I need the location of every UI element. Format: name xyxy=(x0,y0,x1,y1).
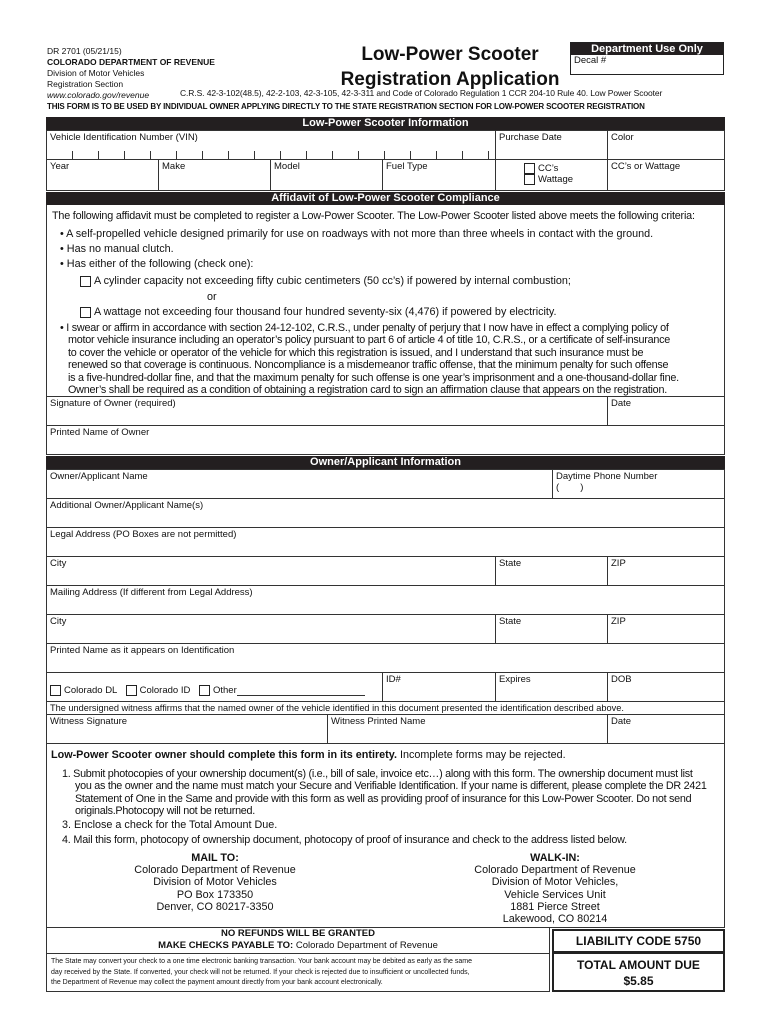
witness-note xyxy=(46,701,725,715)
criteria-1: • A self-propelled vehicle designed primarily for use on roadways with not more than three wheels in contact with the ground. xyxy=(60,228,654,240)
make-field[interactable] xyxy=(158,159,271,191)
signature-date-label: Date xyxy=(611,398,632,409)
witness-signature-field[interactable] xyxy=(46,714,328,744)
mail-to-title: MAIL TO: xyxy=(191,852,239,864)
owner-signature-field[interactable] xyxy=(46,396,608,426)
decal-label: Decal # xyxy=(574,55,607,66)
affirmation-line-6: Owner’s shall be required as a condition of obtaining a registration card to sign an affirmation clause that appears on the registration. xyxy=(68,384,667,397)
mail-line-4: Denver, CO 80217-3350 xyxy=(156,900,274,913)
section-owner-info: Owner/Applicant Information xyxy=(46,456,725,469)
colorado-dl-label: Colorado DL xyxy=(64,685,117,697)
total-amount-label: TOTAL AMOUNT DUE xyxy=(577,958,700,972)
walk-line-3: Vehicle Services Unit xyxy=(504,888,606,901)
witness-date-field[interactable] xyxy=(607,714,725,744)
witness-date-label: Date xyxy=(611,716,632,727)
city-label: City xyxy=(50,558,67,569)
title-line-1: Low-Power Scooter xyxy=(361,44,539,65)
mailing-city-field[interactable] xyxy=(46,614,496,644)
total-amount-value: $5.85 xyxy=(623,974,654,988)
ach-line-3: the Department of Revenue may collect the payment amount directly from your bank account electronically. xyxy=(51,979,383,986)
mailing-zip-label: ZIP xyxy=(611,616,626,627)
mail-to-address xyxy=(110,852,320,913)
no-refunds: NO REFUNDS WILL BE GRANTED xyxy=(221,928,375,939)
fuel-type-field[interactable] xyxy=(382,159,496,191)
insurance-affirmation xyxy=(60,322,679,396)
instruction-1-line-2: you as the owner and the name must match your Secure and Verifiable Identification. If your name is different, please complete the DR 2421 xyxy=(75,780,707,793)
usage-notice: THIS FORM IS TO BE USED BY INDIVIDUAL OWNER APPLYING DIRECTLY TO THE STATE REGISTRATION SECTION FOR LOW-POWER SCOOTER REGISTRATION xyxy=(47,102,645,111)
dept-use-label: Department Use Only xyxy=(571,43,723,55)
model-label: Model xyxy=(274,161,300,172)
instruction-1-line-1: 1. Submit photocopies of your ownership document(s) (i.e., bill of sale, invoice etc…) along with this form. The ownership document must list xyxy=(62,768,693,780)
id-printed-name-label: Printed Name as it appears on Identification xyxy=(50,645,235,656)
owner-name-label: Owner/Applicant Name xyxy=(50,471,148,482)
id-printed-name-field[interactable] xyxy=(46,643,725,673)
vin-label: Vehicle Identification Number (VIN) xyxy=(50,132,198,143)
walk-in-title: WALK-IN: xyxy=(530,852,580,864)
affidavit-intro: The following affidavit must be completed to register a Low-Power Scooter. The Low-Power Scooter listed above meets the following criteria: xyxy=(52,210,695,222)
mail-line-1: Colorado Department of Revenue xyxy=(134,864,296,877)
liability-code: LIABILITY CODE 5750 xyxy=(552,929,725,953)
instruction-3: 3. Enclose a check for the Total Amount Due. xyxy=(62,819,278,831)
website: www.colorado.gov/revenue xyxy=(47,90,150,100)
instructions-heading-rest: Incomplete forms may be rejected. xyxy=(396,749,566,761)
legal-address-field[interactable] xyxy=(46,527,725,557)
ach-line-2: day received by the State. If converted, your check will not be returned. If your check is rejected due to insufficient or uncollected funds, xyxy=(51,968,470,976)
dob-field[interactable] xyxy=(607,672,725,702)
ccs-label: CC’s xyxy=(538,163,559,175)
signature-label: Signature of Owner (required) xyxy=(50,398,176,409)
make-label: Make xyxy=(162,161,186,172)
mail-line-3: PO Box 173350 xyxy=(176,888,254,901)
instruction-1-line-4: originals.Photocopy will not be returned. xyxy=(75,805,255,818)
cc-or-wattage-field[interactable] xyxy=(607,159,725,191)
cc-or-wattage-label: CC’s or Wattage xyxy=(611,161,681,172)
page-title xyxy=(315,42,585,92)
walk-line-1: Colorado Department of Revenue xyxy=(474,864,636,877)
statutes: C.R.S. 42-3-102(48.5), 42-2-103, 42-3-105, 42-3-311 and Code of Colorado Regulation 1 CCR 204-10 Rule 40. Low Power Scooter xyxy=(180,88,663,98)
mailing-state-label: State xyxy=(499,616,522,627)
affirmation-line-1: • I swear or affirm in accordance with section 24-12-102, C.R.S., under penalty of perjury that I now have in effect a complying policy of xyxy=(60,322,669,334)
model-field[interactable] xyxy=(270,159,383,191)
id-expires-field[interactable] xyxy=(495,672,608,702)
witness-printed-name-field[interactable] xyxy=(327,714,608,744)
fuel-type-label: Fuel Type xyxy=(386,161,428,172)
color-label: Color xyxy=(611,132,634,143)
option-combustion-label: A cylinder capacity not exceeding fifty cubic centimeters (50 cc’s) if powered by internal combustion; xyxy=(94,275,571,287)
walk-in-address xyxy=(450,852,660,925)
ach-notice xyxy=(46,954,550,992)
year-field[interactable] xyxy=(46,159,159,191)
id-number-field[interactable] xyxy=(382,672,496,702)
owner-name-field[interactable] xyxy=(46,469,553,499)
purchase-date-field[interactable] xyxy=(495,130,608,160)
color-field[interactable] xyxy=(607,130,725,160)
zip-label: ZIP xyxy=(611,558,626,569)
wattage-checkbox[interactable] xyxy=(524,174,535,185)
additional-owner-field[interactable] xyxy=(46,498,725,528)
id-type-choice xyxy=(46,672,383,702)
cc-wattage-choice xyxy=(495,159,608,191)
mailing-city-label: City xyxy=(50,616,67,627)
instructions-heading-bold: Low-Power Scooter owner should complete this form in its entirety. xyxy=(51,749,397,761)
affirmation-line-3: to cover the vehicle or operator of the vehicle for which this registration is issued, and I understand that such insurance must be xyxy=(68,346,644,359)
colorado-id-label: Colorado ID xyxy=(139,685,191,697)
daytime-phone-field[interactable] xyxy=(552,469,725,499)
affirmation-line-5: is a five-hundred-dollar fine, and that the maximum penalty for such offense is one year’s imprisonment and a one-thousand-dollar fine. xyxy=(68,371,679,384)
witness-printed-name-label: Witness Printed Name xyxy=(331,716,426,727)
combustion-checkbox[interactable] xyxy=(80,276,91,287)
instruction-4: 4. Mail this form, photocopy of ownership document, photocopy of proof of insurance and check to the address listed below. xyxy=(62,834,627,846)
printed-owner-name-field[interactable] xyxy=(46,425,725,455)
instruction-1 xyxy=(62,768,707,818)
agency-name: COLORADO DEPARTMENT OF REVENUE xyxy=(47,57,215,67)
purchase-date-label: Purchase Date xyxy=(499,132,562,143)
colorado-dl-checkbox[interactable] xyxy=(50,685,61,696)
id-number-label: ID# xyxy=(386,674,401,685)
affirmation-line-4: renewed so that coverage is continuous. Noncompliance is a misdemeanor traffic offense, that the minimum penalty for such offense xyxy=(68,359,669,372)
mailing-address-field[interactable] xyxy=(46,585,725,615)
electric-checkbox[interactable] xyxy=(80,307,91,318)
payable-to-value: Colorado Department of Revenue xyxy=(293,940,438,951)
id-expires-label: Expires xyxy=(499,674,531,685)
phone-label: Daytime Phone Number xyxy=(556,471,658,482)
zip-field[interactable] xyxy=(607,556,725,586)
title-line-2: Registration Application xyxy=(340,69,560,90)
walk-line-4: 1881 Pierce Street xyxy=(510,900,600,913)
ccs-checkbox[interactable] xyxy=(524,163,535,174)
colorado-id-checkbox[interactable] xyxy=(126,685,137,696)
other-id-label: Other xyxy=(212,685,237,697)
phone-area-code: ( ) xyxy=(556,482,584,493)
total-amount-box xyxy=(552,952,725,992)
state-field[interactable] xyxy=(495,556,608,586)
ach-line-1: The State may convert your check to a one time electronic banking transaction. Your bank account may be debited as early as the same xyxy=(51,958,473,965)
section-scooter-info: Low-Power Scooter Information xyxy=(46,117,725,130)
printed-owner-name-label: Printed Name of Owner xyxy=(50,427,150,438)
other-id-line[interactable] xyxy=(237,695,365,696)
dept-use-box xyxy=(570,42,724,75)
instructions-heading xyxy=(51,749,566,761)
walk-line-2: Division of Motor Vehicles, xyxy=(491,876,619,889)
payment-note xyxy=(46,928,550,954)
witness-signature-label: Witness Signature xyxy=(50,716,128,727)
section-name: Registration Section xyxy=(47,79,124,89)
affirmation-line-2: motor vehicle insurance including an operator’s policy pursuant to part 6 of article 4 of title 10, C.R.S., or a certificate of self-insurance xyxy=(68,334,671,347)
witness-note-text: The undersigned witness affirms that the named owner of the vehicle identified in this document presented the identification described above. xyxy=(50,703,624,713)
mailing-address-label: Mailing Address (If different from Legal Address) xyxy=(50,587,253,598)
year-label: Year xyxy=(50,161,70,172)
vin-field[interactable] xyxy=(46,130,496,160)
state-label: State xyxy=(499,558,522,569)
city-field[interactable] xyxy=(46,556,496,586)
option-combustion xyxy=(80,275,571,287)
section-affidavit: Affidavit of Low-Power Scooter Compliance xyxy=(46,192,725,205)
criteria-3: • Has either of the following (check one): xyxy=(60,258,254,270)
dob-label: DOB xyxy=(611,674,632,685)
signature-date-field[interactable] xyxy=(607,396,725,426)
option-electric-label: A wattage not exceeding four thousand four hundred seventy-six (4,476) if powered by electricity. xyxy=(94,306,557,318)
instruction-1-line-3: Statement of One in the Same and provide with this form as well as providing proof of insurance for this Low-Power Scooter. Do not send xyxy=(75,792,692,805)
division-name: Division of Motor Vehicles xyxy=(47,68,145,78)
or-label: or xyxy=(207,291,217,303)
form-number: DR 2701 (05/21/15) xyxy=(47,46,122,56)
mailing-state-field[interactable] xyxy=(495,614,608,644)
mail-line-2: Division of Motor Vehicles xyxy=(153,876,277,889)
option-electric xyxy=(80,306,557,318)
criteria-2: • Has no manual clutch. xyxy=(60,243,174,255)
wattage-label: Wattage xyxy=(538,174,574,186)
other-id-checkbox[interactable] xyxy=(199,685,210,696)
legal-address-label: Legal Address (PO Boxes are not permitted) xyxy=(50,529,237,540)
payable-to-label: MAKE CHECKS PAYABLE TO: xyxy=(158,940,294,951)
walk-line-5: Lakewood, CO 80214 xyxy=(502,913,608,926)
additional-owner-label: Additional Owner/Applicant Name(s) xyxy=(50,500,204,511)
mailing-zip-field[interactable] xyxy=(607,614,725,644)
vin-char-ticks xyxy=(47,151,495,159)
